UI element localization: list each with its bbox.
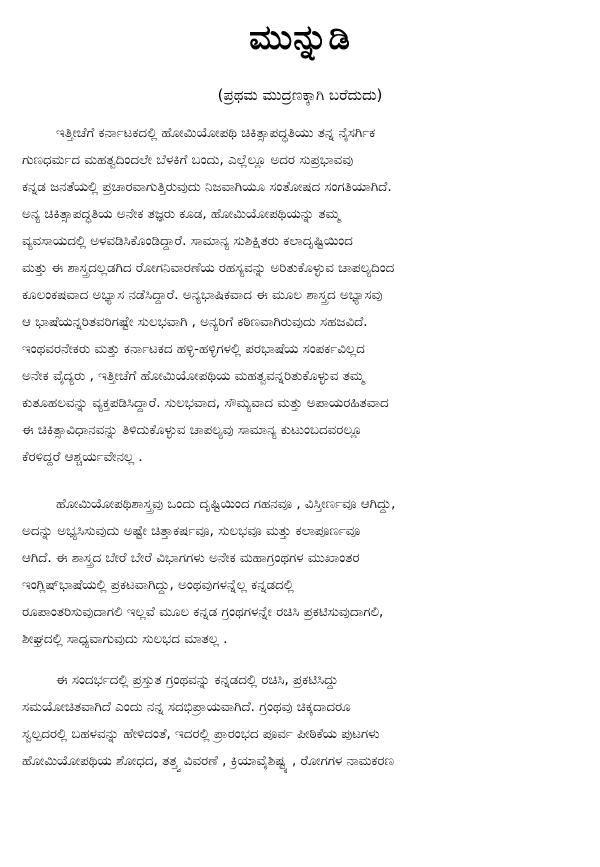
text-line: ಇತ್ತೀಚೆಗೆ ಕರ್ನಾಟಕದಲ್ಲಿ ಹೋಮಿಯೋಪಥಿ ಚಿಕಿತ್ಸಾಪದ್ಧತಿಯು ತನ್ನ ನೈಸರ್ಗಿಕ xyxy=(56,126,376,141)
text-line: ಶೀಘ್ರದಲ್ಲಿ ಸಾಧ್ಯವಾಗುವುದು ಸುಲಭದ ಮಾತಲ್ಲ . xyxy=(22,632,228,647)
text-line: ಸ್ವಲ್ಪದರಲ್ಲಿ ಬಹಳವನ್ನು ಹೇಳಿದಂತೆ, ಇದರಲ್ಲಿ ಪ್ರಾರಂಭದ ಪೂರ್ವ ಪೀಠಿಕೆಯ ಪುಟಗಳು xyxy=(22,727,380,742)
body-text xyxy=(22,120,582,775)
text-line: ಹೋಮಿಯೋಪಥಿಯ ಶೋಧದ, ತತ್ತ್ವ ವಿವರಣೆ , ಕ್ರಿಯಾವೈಶಿಷ್ಟ್ಯ , ರೋಗಗಳ ನಾಮಕರಣ xyxy=(22,754,395,769)
paragraph-gap xyxy=(22,471,582,491)
text-line: ರೂಪಾಂತರಿಸುವುದಾಗಲಿ ಇಲ್ಲವೆ ಮೂಲ ಕನ್ನಡ ಗ್ರಂಥಗಳನ್ನೇ ರಚಿಸಿ ಪ್ರಕಟಿಸುವುದಾಗಲಿ, xyxy=(22,605,384,620)
text-line: ಈ ಚಿಕಿತ್ಸಾವಿಧಾನವನ್ನು ತಿಳಿದುಕೊಳ್ಳುವ ಚಾಪಲ್ಯವು ಸಾಮಾನ್ಯ ಕುಟುಂಬದವರಲ್ಲೂ xyxy=(22,423,363,438)
text-line: ಕೆರಳಿದ್ದರೆ ಆಶ್ಚರ್ಯವೇನಲ್ಲ . xyxy=(22,450,143,465)
text-line: ಅನ್ಯ ಚಿಕಿತ್ಸಾಪದ್ಧತಿಯ ಅನೇಕ ತಜ್ಞರು ಕೂಡ, ಹೋಮಿಯೋಪಥಿಯನ್ನು ತಮ್ಮ xyxy=(22,207,341,222)
page-subtitle: (ಪ್ರಥಮ ಮುದ್ರಣಕ್ಕಾಗಿ ಬರೆದುದು) xyxy=(217,86,383,104)
paragraph-2 xyxy=(22,491,582,653)
text-line: ಇಂಥವರನೇಕರು ಮತ್ತು ಕರ್ನಾಟಕದ ಹಳ್ಳಿ-ಹಳ್ಳಿಗಳಲ್ಲಿ ಪರಭಾಷೆಯ ಸಂಪರ್ಕವಿಲ್ಲದ xyxy=(22,342,365,357)
text-line: ಕುತೂಹಲವನ್ನು ವ್ಯಕ್ತಪಡಿಸಿದ್ದಾರೆ. ಸುಲಭವಾದ, ಸೌಮ್ಯವಾದ ಮತ್ತು ಅಪಾಯರಹಿತವಾದ xyxy=(22,396,389,411)
text-line: ಈ ಸಂದರ್ಭದಲ್ಲಿ ಪ್ರಸ್ತುತ ಗ್ರಂಥವನ್ನು ಕನ್ನಡದಲ್ಲಿ ರಚಿಸಿ, ಪ್ರಕಟಿಸಿದ್ದು xyxy=(56,673,339,688)
text-line: ಗುಣಧರ್ಮದ ಮಹತ್ವದಿಂದಲೇ ಬೆಳಕಿಗೆ ಬಂದು, ಎಲ್ಲೆಲ್ಲೂ ಅದರ ಸುಪ್ರಭಾವವು xyxy=(22,153,354,168)
text-line: ಅನೇಕ ವೈದ್ಯರು , ಇತ್ತೀಚೆಗೆ ಹೋಮಿಯೋಪಥಿಯ ಮಹತ್ವವನ್ನರಿತುಕೊಳ್ಳುವ ತಮ್ಮ xyxy=(22,369,365,384)
paragraph-1 xyxy=(22,120,582,471)
text-line: ಆಗಿದೆ. ಈ ಶಾಸ್ತ್ರದ ಬೇರೆ ಬೇರೆ ವಿಭಾಗಗಳು ಅನೇಕ ಮಹಾಗ್ರಂಥಗಳ ಮುಖಾಂತರ xyxy=(22,551,360,566)
paragraph-3 xyxy=(22,667,582,775)
text-line: ಅದನ್ನು ಅಭ್ಯಸಿಸುವುದು ಅಷ್ಟೇ ಚಿತ್ತಾಕರ್ಷವೂ, ಸುಲಭವೂ ಮತ್ತು ಕಲಾಪೂರ್ಣವೂ xyxy=(22,524,361,539)
text-line: ಹೋಮಿಯೋಪಥಿಶಾಸ್ತ್ರವು ಒಂದು ದೃಷ್ಟಿಯಿಂದ ಗಹನವೂ , ವಿಸ್ತೀರ್ಣವೂ ಆಗಿದ್ದು, xyxy=(56,497,396,512)
page-title: ಮುನ್ನುಡಿ xyxy=(249,18,351,58)
text-line: ಕೂಲಂಕಷವಾದ ಅಭ್ಯಾಸ ನಡೆಸಿದ್ದಾರೆ. ಅನ್ಯಭಾಷಿಕವಾದ ಈ ಮೂಲ ಶಾಸ್ತ್ರದ ಅಭ್ಯಾಸವು xyxy=(22,288,383,303)
text-line: ಕನ್ನಡ ಜನತೆಯಲ್ಲಿ ಪ್ರಚಾರವಾಗುತ್ತಿರುವುದು ನಿಜವಾಗಿಯೂ ಸಂತೋಷದ ಸಂಗತಿಯಾಗಿದೆ. xyxy=(22,180,392,195)
text-line: ಮತ್ತು ಈ ಶಾಸ್ತ್ರದಲ್ಲಡಗಿದ ರೋಗನಿವಾರಣೆಯ ರಹಸ್ಯವನ್ನು ಅರಿತುಕೊಳ್ಳುವ ಚಾಪಲ್ಯದಿಂದ xyxy=(22,261,395,276)
paragraph-gap xyxy=(22,653,582,667)
text-line: ಆ ಭಾಷೆಯನ್ನರಿತವರಿಗಷ್ಟೇ ಸುಲಭವಾಗಿ , ಅನ್ಯರಿಗೆ ಕಠಿಣವಾಗಿರುವುದು ಸಹಜವಿದೆ. xyxy=(22,315,368,330)
text-line: ಇಂಗ್ಲಿಷ್‌ಭಾಷೆಯಲ್ಲಿ ಪ್ರಕಟವಾಗಿದ್ದು, ಅಂಥವುಗಳನ್ನೆಲ್ಲ ಕನ್ನಡದಲ್ಲಿ xyxy=(22,578,294,593)
text-line: ವ್ಯವಸಾಯದಲ್ಲಿ ಅಳವಡಿಸಿಕೊಂಡಿದ್ದಾರೆ. ಸಾಮಾನ್ಯ ಸುಶಿಕ್ಷಿತರು ಕಲಾದೃಷ್ಟಿಯಿಂದ xyxy=(22,234,353,249)
text-line: ಸಮಯೋಚಿತವಾಗಿದೆ ಎಂದು ನನ್ನ ಸದಭಿಪ್ರಾಯವಾಗಿದೆ. ಗ್ರಂಥವು ಚಿಕ್ಕದಾದರೂ xyxy=(22,700,351,715)
